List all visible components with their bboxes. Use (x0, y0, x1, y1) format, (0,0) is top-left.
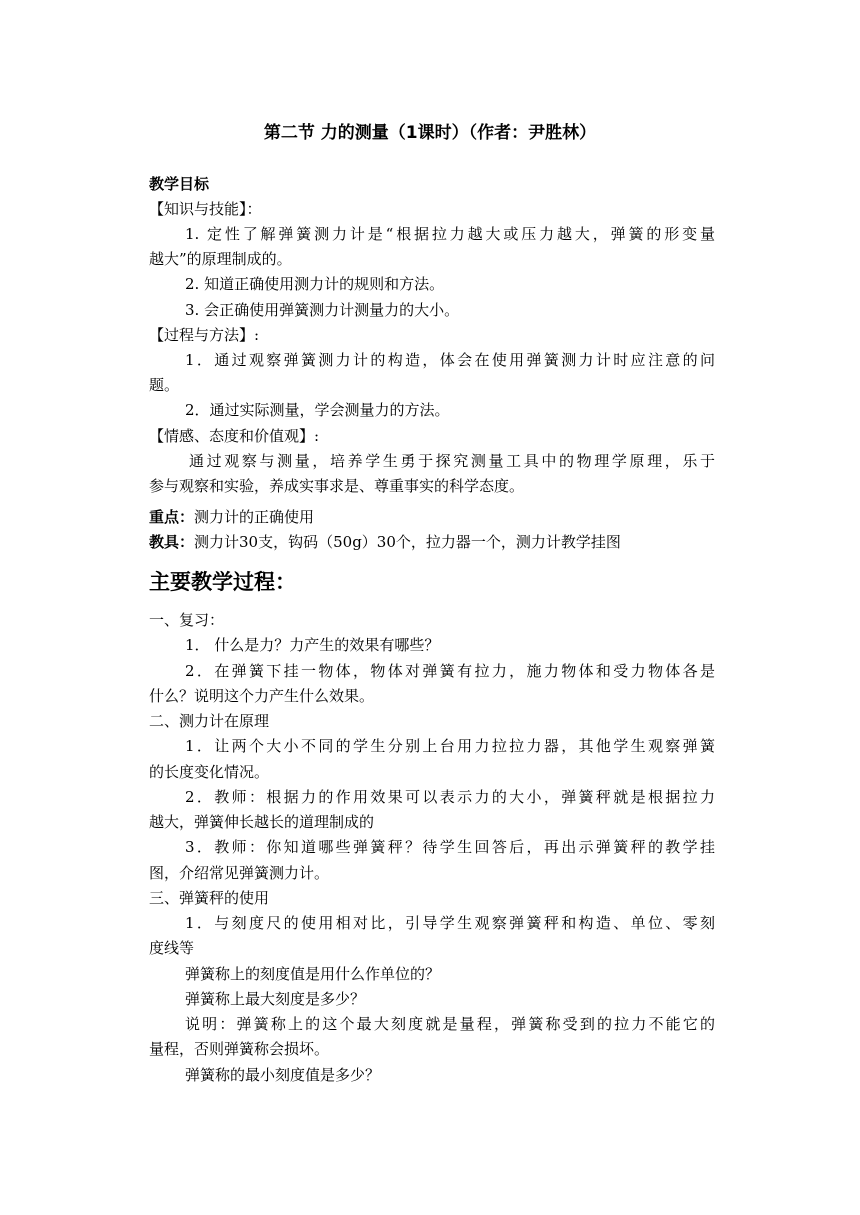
document-title: 第二节 力的测量（1课时）（作者：尹胜林） (263, 123, 597, 143)
key-point (149, 505, 715, 529)
emotion-label: 【情感、态度和价值观】: (149, 427, 320, 445)
key-point-text: 测力计的正确使用 (194, 508, 315, 526)
main-process-heading: 主要教学过程： (149, 570, 296, 594)
usage-question-2: 弹簧称上最大刻度是多少？ (185, 990, 366, 1008)
principle-item-2: 2．教师：根据力的作用效果可以表示力的大小，弹簧秤就是根据拉力 (185, 788, 715, 806)
emotion-text: 通过观察与测量，培养学生勇于探究测量工具中的物理学原理，乐于 (189, 452, 715, 470)
emotion-text-cont: 参与观察和实验，养成实事求是、尊重事实的科学态度。 (149, 477, 525, 495)
usage-item-1: 1．与刻度尺的使用相对比，引导学生观察弹簧秤和构造、单位、零刻 (185, 914, 715, 932)
review-item-2: 2．在弹簧下挂一物体，物体对弹簧有拉力，施力物体和受力物体各是 (185, 662, 715, 680)
usage-question-3: 弹簧称的最小刻度值是多少？ (185, 1066, 381, 1084)
usage-item-1-cont: 度线等 (149, 939, 195, 957)
teaching-tools-text: 测力计30支，钩码（50g）30个，拉力器一个，测力计教学挂图 (194, 533, 621, 551)
objectives-heading: 教学目标 (149, 175, 210, 193)
usage-question-1: 弹簧称上的刻度值是用什么作单位的？ (185, 965, 441, 983)
usage-note-cont: 量程，否则弹簧称会损坏。 (149, 1040, 330, 1058)
review-heading: 一、复习： (149, 611, 225, 629)
knowledge-item-1: 1. 定性了解弹簧测力计是“根据拉力越大或压力越大，弹簧的形变量 (185, 225, 715, 243)
key-point-label: 重点： (149, 508, 195, 526)
principle-item-1-cont: 的长度变化情况。 (149, 763, 270, 781)
principle-item-2-cont: 越大，弹簧伸长越长的道理制成的 (149, 813, 375, 831)
review-item-2-cont: 什么？说明这个力产生什么效果。 (149, 687, 375, 705)
process-item-2: 2．通过实际测量，学会测量力的方法。 (185, 401, 450, 419)
process-item-1-cont: 题。 (149, 376, 180, 394)
principle-heading: 二、测力计在原理 (149, 712, 270, 730)
principle-item-3: 3．教师：你知道哪些弹簧秤？待学生回答后，再出示弹簧秤的教学挂 (185, 838, 715, 856)
knowledge-label: 【知识与技能】： (149, 200, 262, 218)
principle-item-3-cont: 图，介绍常见弹簧测力计。 (149, 864, 330, 882)
teaching-tools (149, 530, 715, 554)
review-item-1: 1． 什么是力？力产生的效果有哪些？ (185, 636, 440, 654)
usage-note: 说明：弹簧称上的这个最大刻度就是量程，弹簧称受到的拉力不能它的 (185, 1015, 715, 1033)
process-label: 【过程与方法】: (149, 326, 260, 344)
principle-item-1: 1．让两个大小不同的学生分别上台用力拉拉力器，其他学生观察弹簧 (185, 737, 715, 755)
teaching-tools-label: 教具： (149, 533, 195, 551)
process-item-1: 1．通过观察弹簧测力计的构造，体会在使用弹簧测力计时应注意的问 (185, 351, 715, 369)
knowledge-item-2: 2. 知道正确使用测力计的规则和方法。 (185, 275, 445, 293)
knowledge-item-1-cont: 越大”的原理制成的。 (149, 250, 292, 268)
knowledge-item-3: 3. 会正确使用弹簧测力计测量力的大小。 (185, 301, 460, 319)
usage-heading: 三、弹簧秤的使用 (149, 889, 270, 907)
